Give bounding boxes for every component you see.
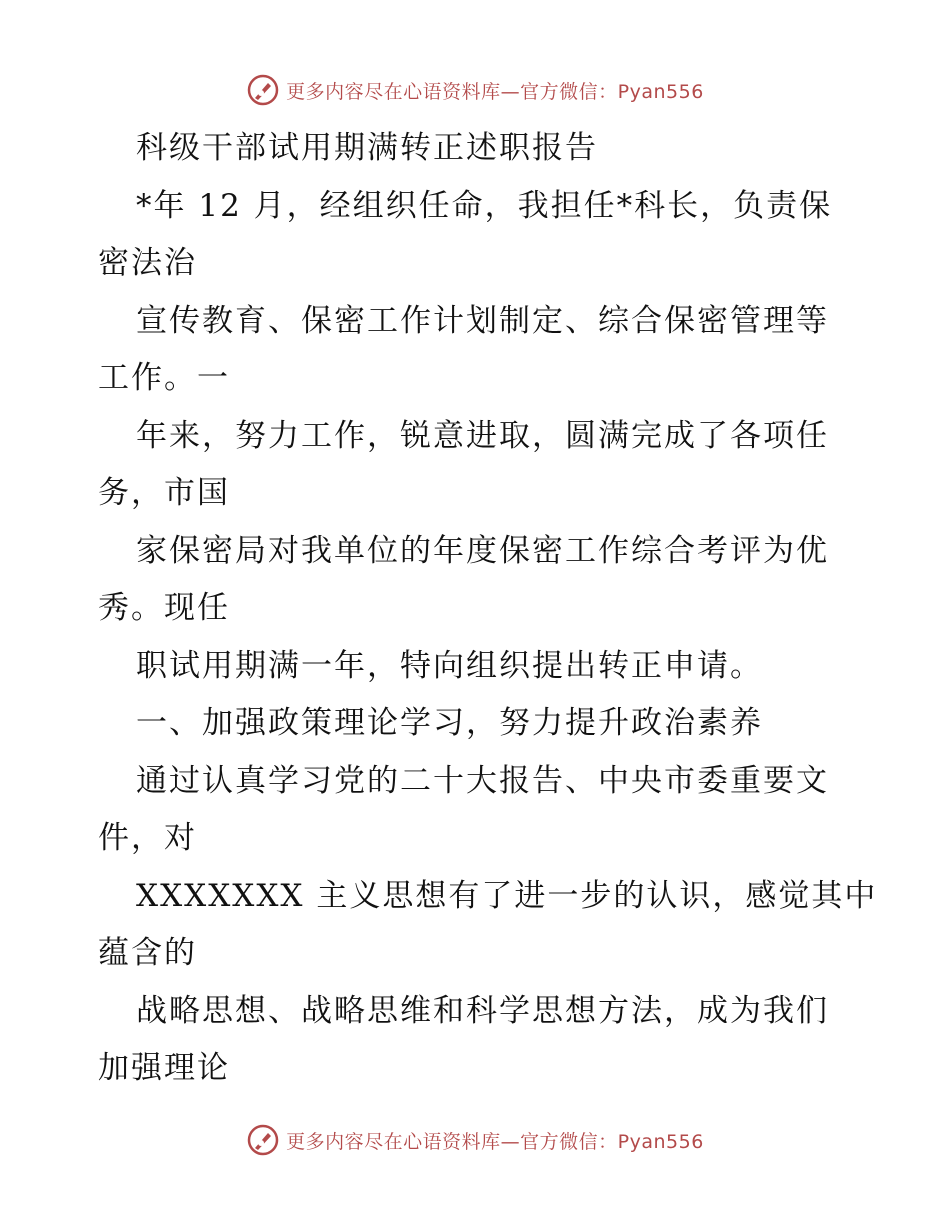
watermark-text: 更多内容尽在心语资料库—官方微信：Pyan556 <box>286 1130 704 1153</box>
paragraph-line: XXXXXXX 主义思想有了进一步的认识，感觉其中 <box>136 877 878 914</box>
document-body <box>98 120 878 1098</box>
paragraph-line: 宣传教育、保密工作计划制定、综合保密管理等 <box>136 302 829 339</box>
section-heading: 一、加强政策理论学习，努力提升政治素养 <box>136 705 763 741</box>
paragraph-line: 件，对 <box>98 820 197 856</box>
quill-logo-icon <box>246 73 280 107</box>
paragraph-line: 工作。一 <box>98 360 230 396</box>
paragraph-line: 家保密局对我单位的年度保密工作综合考评为优 <box>136 532 829 569</box>
paragraph-line: 通过认真学习党的二十大报告、中央市委重要文 <box>136 762 829 799</box>
paragraph-line: 秀。现任 <box>98 590 230 626</box>
paragraph-line: 加强理论 <box>98 1050 230 1086</box>
paragraph-line: 密法治 <box>98 245 197 281</box>
header-watermark <box>0 70 950 110</box>
paragraph-line: 务，市国 <box>98 475 230 511</box>
footer-watermark <box>0 1120 950 1160</box>
paragraph-line: 蕴含的 <box>98 935 197 971</box>
paragraph-line: 职试用期满一年，特向组织提出转正申请。 <box>136 647 763 684</box>
document-title: 科级干部试用期满转正述职报告 <box>136 130 598 166</box>
paragraph-line: 年来，努力工作，锐意进取，圆满完成了各项任 <box>136 417 829 454</box>
watermark-text: 更多内容尽在心语资料库—官方微信：Pyan556 <box>286 80 704 103</box>
paragraph-line: *年 12 月，经组织任命，我担任*科长，负责保 <box>136 187 833 224</box>
paragraph-line: 战略思想、战略思维和科学思想方法，成为我们 <box>136 992 829 1029</box>
quill-logo-icon <box>246 1123 280 1157</box>
